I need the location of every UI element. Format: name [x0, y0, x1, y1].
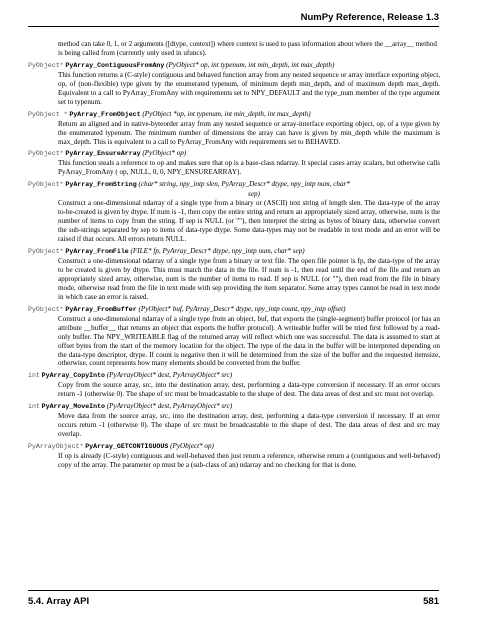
return-type: PyObject*: [28, 150, 64, 158]
function-params: (char* string, npy_intp slen, PyArray_Descr* dtype, npy_intp num, char*: [138, 180, 350, 189]
function-signature: [28, 149, 440, 159]
function-description: Construct a one-dimensional ndarray of a single type from an object, buf, that exports the (single-segment) buffer protocol (or has an attribute __buffer__ that returns an object that exports the buffer protocol). A writeable buffer will be tried first followed by a read- only buffer. The NPY_WRITEABLE flag of the returned array will reflect which one was successful. The data is assumed to start at offset bytes from the start of the memory location for the object. The type of the data in the buffer will be interpreted depending on the data-type descriptor, dtype. If count is negative then it will be determined from the size of the buffer and the requested itemsize, otherwise, count represents how many elements should be converted from the buffer.: [58, 314, 440, 368]
return-type: PyObject*: [28, 61, 64, 69]
function-name[interactable]: PyArray_FromObject: [69, 110, 141, 118]
function-signature: [28, 180, 440, 199]
header-rule: [28, 26, 439, 27]
footer-rule: [28, 590, 439, 591]
function-description: Construct a one-dimensional ndarray of a single type from a binary or text file. The open file pointer is fp, the data-type of the array to be created is given by dtype. This must match the data in the file. If num is -1, then read until the end of the file and return an appropriately sized array, otherwise, num is the number of items to read. If sep is NULL (or ""), then read from the file in binary mode, otherwise read from the file in text mode with sep providing the item separator. Some array types cannot be read in text mode in which case an error is raised.: [58, 256, 440, 301]
function-entry: [28, 61, 440, 107]
function-signature: [28, 61, 440, 71]
return-type: int: [28, 372, 40, 380]
function-signature: [28, 247, 440, 257]
function-entry: [28, 305, 440, 369]
return-type: PyObject*: [28, 181, 64, 189]
function-params-continued: sep): [248, 190, 260, 199]
intro-paragraph: method can take 0, 1, or 2 arguments ([dtype, context]) where context is used to pass information about where the __array__ method is being called from (currently only used in ufuncs).: [58, 40, 438, 57]
return-type: PyObject*: [28, 305, 64, 313]
return-type: PyArrayObject*: [28, 443, 84, 451]
function-entry: [28, 402, 440, 439]
function-description: Move data from the source array, src, into the destination array, dest, performing a data-type conversion if necessary. If an error occurs return -1 (otherwise 0). The shape of src must be broadcastable to the shape of dest. The data areas of dest and src may overlap.: [58, 412, 440, 439]
page-header: [0, 0, 495, 30]
function-entry: [28, 149, 440, 177]
function-description: This function steals a reference to op and makes sure that op is a base-class ndarray. It special cases array scalars, but otherwise calls PyArray_FromAny ( op, NULL, 0, 0, NPY_ENSUREARRAY).: [58, 159, 440, 177]
return-type: PyObject*: [28, 248, 64, 256]
function-name[interactable]: PyArray_FromString: [65, 181, 137, 189]
function-entry: [28, 247, 440, 302]
function-params: (PyObject* op, int typenum, int min_depth, int max_depth): [166, 60, 335, 69]
function-description: This function returns a (C-style) contiguous and behaved function array from any nested sequence or array interface exporting object, op, of (non-flexible) type given by the enumerated typenum, of minimum depth min_depth, and of maximum depth max_depth. Equivalent to a call to PyArray_FromAny with requirements set to NPY_DEFAULT and the type_num member of the type argument set to typenum.: [58, 70, 440, 106]
function-name[interactable]: PyArray_EnsureArray: [65, 150, 141, 158]
function-name[interactable]: PyArray_MoveInto: [41, 403, 105, 411]
function-entry: [28, 442, 440, 470]
function-name[interactable]: PyArray_FromBuffer: [65, 305, 137, 313]
header-title: NumPy Reference, Release 1.3: [300, 12, 439, 23]
function-name[interactable]: PyArray_GETCONTIGUOUS: [85, 443, 169, 451]
page-footer: [28, 590, 439, 610]
function-signature: [28, 402, 440, 412]
function-params: (PyObject* op): [142, 149, 187, 158]
function-name[interactable]: PyArray_CopyInto: [41, 372, 105, 380]
function-params: (PyObject* buf, PyArray_Descr* dtype, npy_intp count, npy_intp offset): [138, 304, 346, 313]
page-content: [28, 40, 440, 473]
function-signature: [28, 110, 440, 120]
function-params: (PyObject *op, int typenum, int min_depth, int max_depth): [142, 109, 311, 118]
function-signature: [28, 442, 440, 452]
function-params: (PyArrayObject* dest, PyArrayObject* src): [106, 371, 233, 380]
return-type: int: [28, 403, 40, 411]
function-entry: [28, 371, 440, 399]
return-type: PyObject *: [28, 110, 68, 118]
page-number: 581: [423, 596, 439, 607]
function-description: If op is already (C-style) contiguous and well-behaved then just return a reference, otherwise return a (contiguous and well-behaved) copy of the array. The parameter op must be a (sub-class of an) ndarray and no checking for that is done.: [58, 452, 440, 469]
function-description: Copy from the source array, src, into the destination array, dest, performing a data-type conversion if necessary. If an error occurs return -1 (otherwise 0). The shape of src must be broadcastable to the shape of dest. The data areas of dest and src must not overlap.: [58, 381, 440, 399]
function-params: (PyArrayObject* dest, PyArrayObject* src): [106, 402, 233, 411]
footer-section: 5.4. Array API: [28, 596, 90, 607]
function-description: Return an aligned and in native-byteorder array from any nested sequence or array-interface exporting object, op, of a type given by the enumerated typenum. The minimum number of dimensions the array can have is given by min_depth while the maximum is max_depth. This is equivalent to a call to PyArray_FromAny with requirements set to BEHAVED.: [58, 119, 440, 146]
function-name[interactable]: PyArray_ContiguousFromAny: [65, 61, 165, 69]
function-description: Construct a one-dimensional ndarray of a single type from a binary or (ASCII) text string of length slen. The data-type of the array to-be-created is given by dtype. If num is -1, then copy the entire string and return an appropriately sized array, otherwise, num is the number of items to copy from the string. If sep is NULL (or ""), then interpret the string as bytes of binary data, otherwise convert the sub-strings separated by sep to items of data-type dtype. Some data-types may not be readable in text mode and an error will be raised if that occurs. All errors return NULL.: [58, 199, 440, 244]
function-entries: [28, 61, 440, 470]
function-params: (FILE* fp, PyArray_Descr* dtype, npy_intp num, char* sep): [130, 247, 305, 256]
function-signature: [28, 371, 440, 381]
function-signature: [28, 305, 440, 315]
function-name[interactable]: PyArray_FromFile: [65, 248, 129, 256]
function-entry: [28, 110, 440, 147]
function-entry: [28, 180, 440, 244]
function-params: (PyObject* op): [170, 442, 214, 451]
